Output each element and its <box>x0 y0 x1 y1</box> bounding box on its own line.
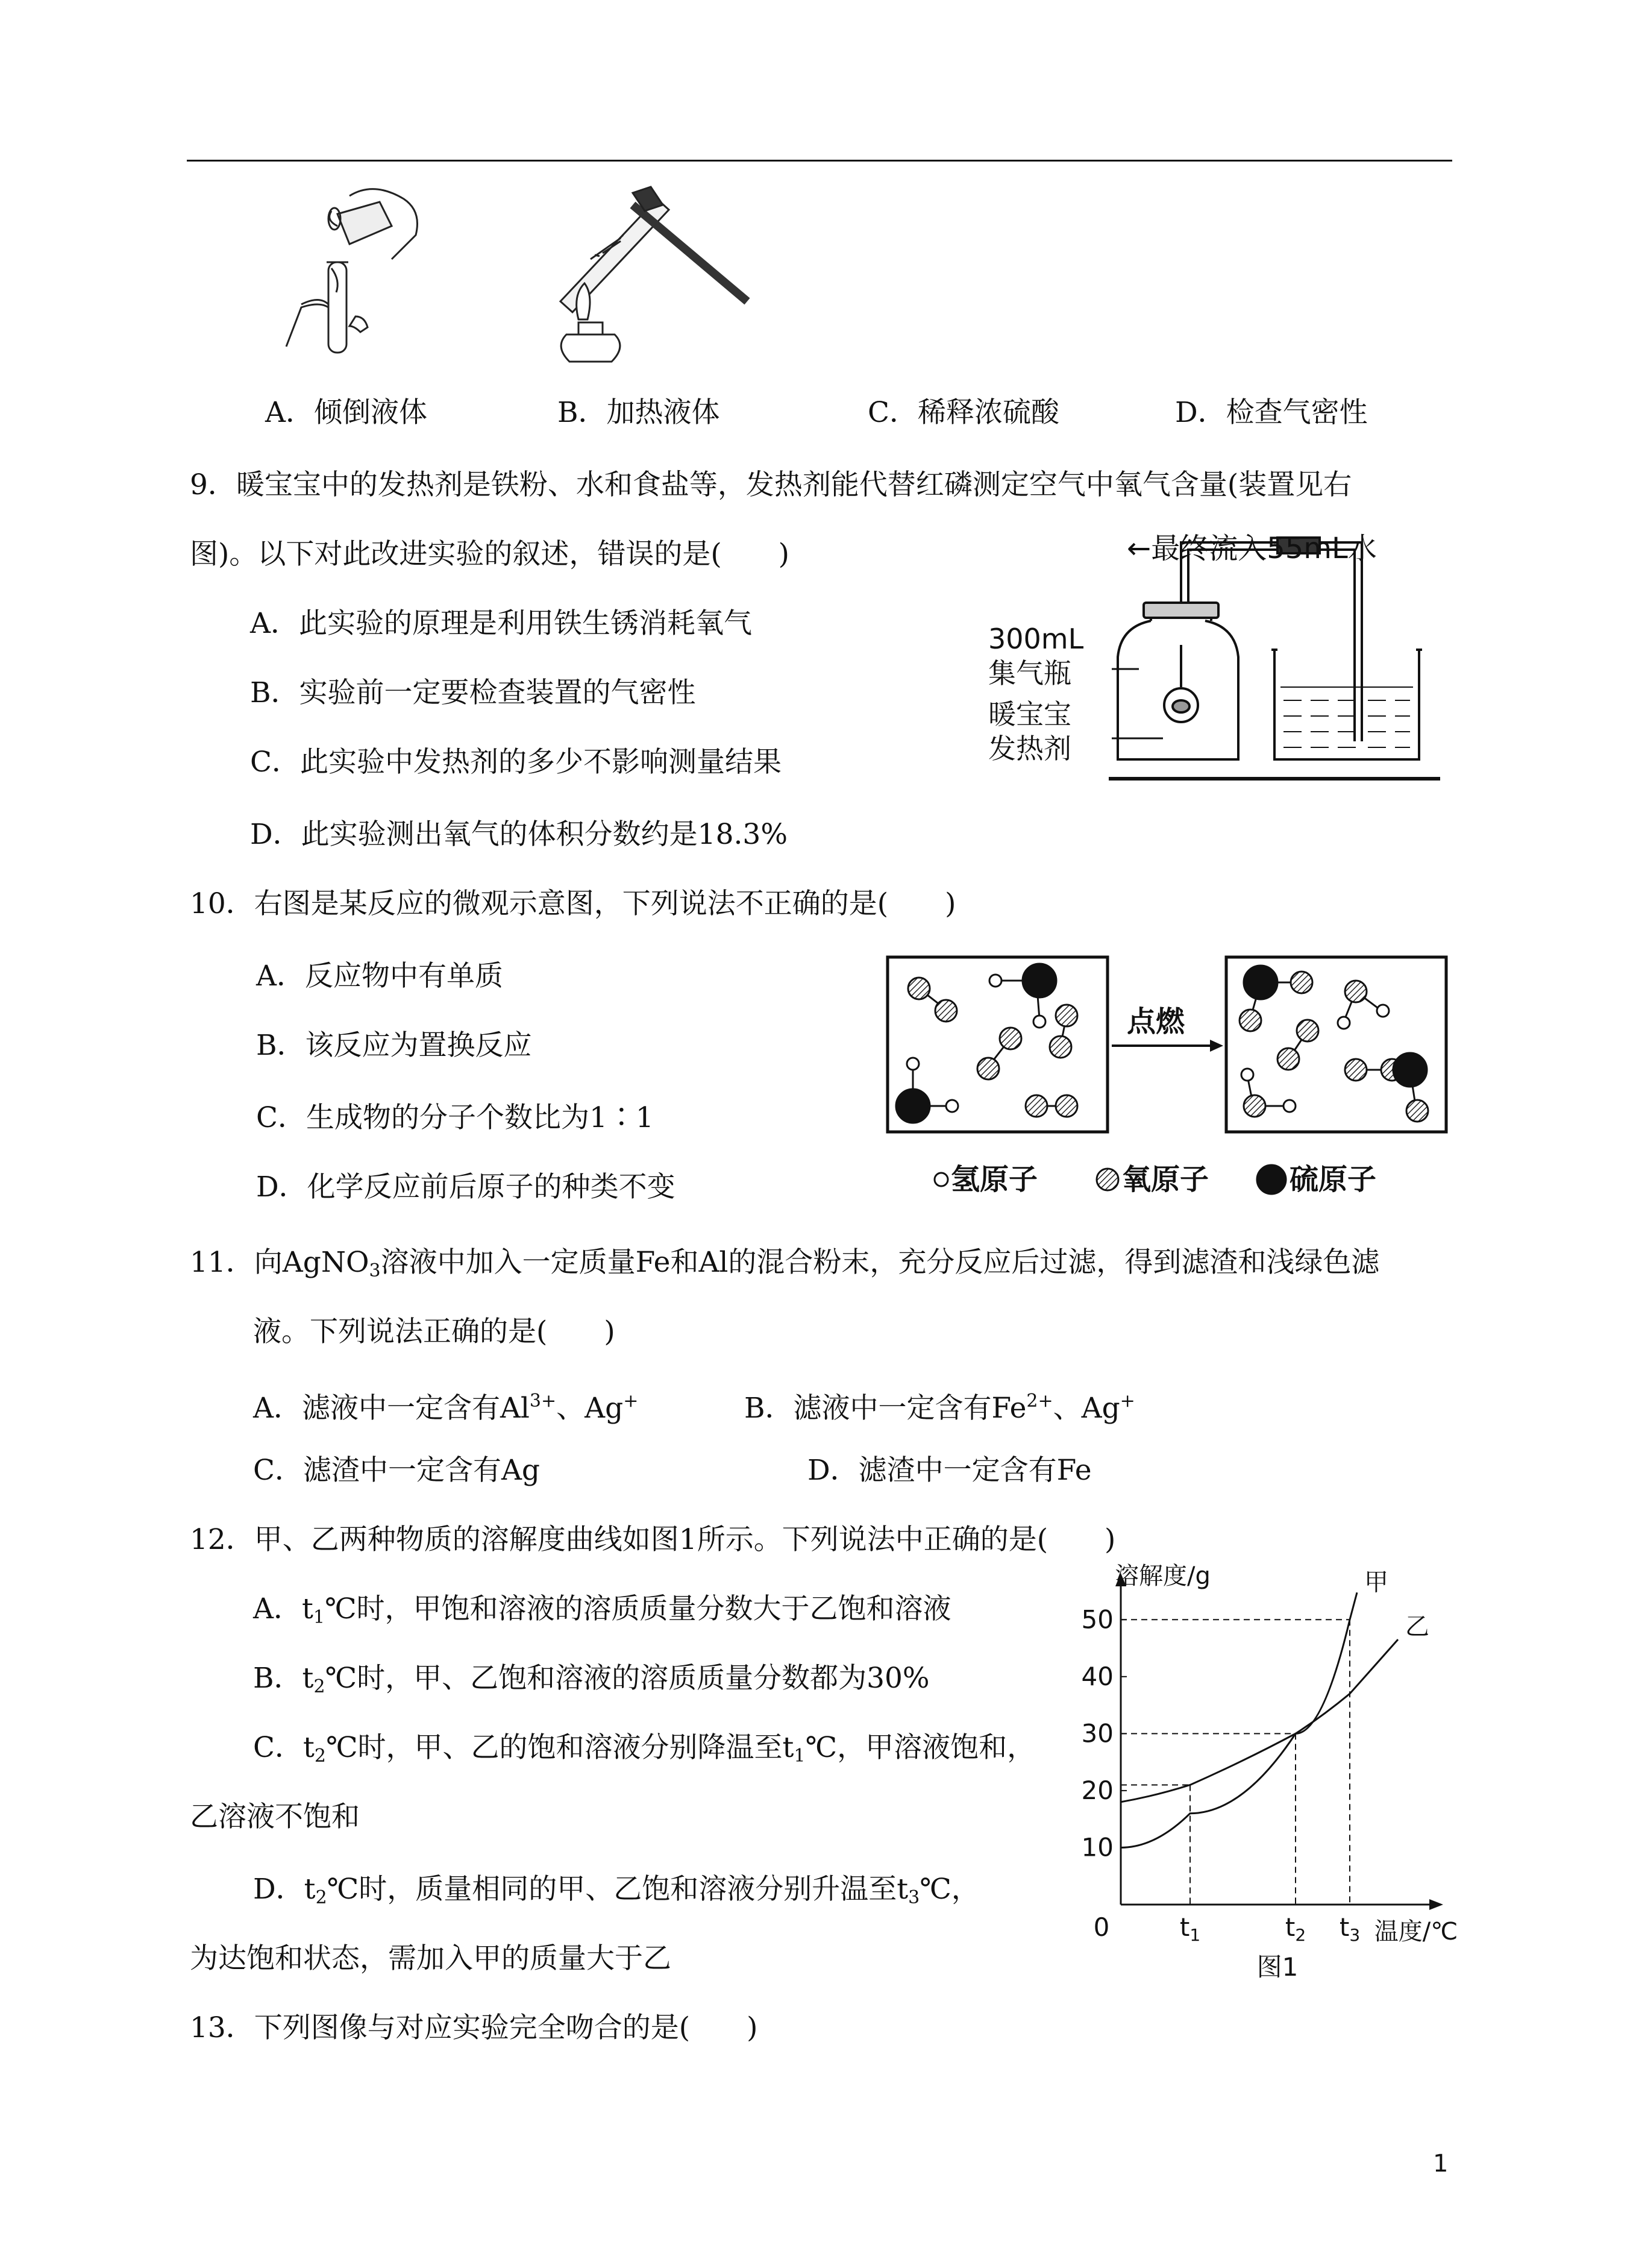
q10-option-b: B．该反应为置换反应 <box>256 1029 532 1062</box>
q9-option-c: C．此实验中发热剂的多少不影响测量结果 <box>250 746 782 779</box>
header-rule <box>187 160 1452 162</box>
q12-option-d-line2: 为达饱和状态，需加入甲的质量大于乙 <box>190 1942 671 1975</box>
y-tick-label: 50 <box>1081 1604 1114 1635</box>
q12-option-b: B．$t_2℃$时，甲、乙饱和溶液的溶质质量分数都为30% <box>253 1662 930 1697</box>
q11-option-b: B．滤液中一定含有$Fe^{2+}$、Ag+ <box>744 1390 1135 1425</box>
q10-legend-hydrogen: 氢原子 <box>951 1163 1038 1196</box>
q9-option-a: A．此实验的原理是利用铁生锈消耗氧气 <box>250 607 752 640</box>
solubility-chart <box>1073 1552 1464 2010</box>
q8-option-b: B．加热液体 <box>557 396 720 429</box>
x-tick-label: 0 <box>1093 1912 1110 1942</box>
q10-option-d: D．化学反应前后原子的种类不变 <box>256 1170 675 1204</box>
series-label: 甲 <box>1364 1568 1388 1597</box>
q9-stem-line1: 9．暖宝宝中的发热剂是铁粉、水和食盐等，发热剂能代替红磷测定空气中氧气含量(装置见右 <box>190 468 1352 501</box>
x-tick-label: t1 <box>1179 1912 1201 1945</box>
q12-option-d: D．$t_2℃$时，质量相同的甲、乙饱和溶液分别升温至$t_3℃$， <box>253 1873 980 1908</box>
q10-option-a: A．反应物中有单质 <box>256 960 503 993</box>
series-label: 乙 <box>1405 1613 1429 1641</box>
q11-stem-line1: 11．向AgNO$_3$溶液中加入一定质量Fe和Al的混合粉末，充分反应后过滤，得到滤渣和浅绿色滤 <box>190 1246 1380 1281</box>
q12-option-c: C．$t_2℃$时，甲、乙的饱和溶液分别降温至$t_1℃$，甲溶液饱和， <box>253 1731 1036 1767</box>
chart-title: 图1 <box>1256 1952 1299 1982</box>
q8-option-c: C．稀释浓硫酸 <box>868 396 1059 429</box>
series-curve-yi <box>1121 1694 1350 1802</box>
series-curve-ext <box>1350 1592 1357 1619</box>
x-tick-label: t2 <box>1285 1912 1306 1945</box>
q9-apparatus-figure <box>982 530 1464 784</box>
q9-heater-label-1: 暖宝宝 <box>988 698 1071 730</box>
pour-liquid-illustration <box>259 178 452 371</box>
q9-stem-line2: 图)。以下对此改进实验的叙述，错误的是( ) <box>190 538 790 571</box>
q12-option-a: A．$t_1℃$时，甲饱和溶液的溶质质量分数大于乙饱和溶液 <box>253 1592 951 1628</box>
q8-option-d: D．检查气密性 <box>1175 396 1368 429</box>
q9-bottle-label-1: 300mL <box>988 623 1084 655</box>
q10-stem: 10．右图是某反应的微观示意图，下列说法不正确的是( ) <box>190 887 956 920</box>
y-tick-label: 20 <box>1081 1775 1114 1805</box>
q11-stem-line2: 液。下列说法正确的是( ) <box>253 1315 615 1348</box>
q9-option-b: B．实验前一定要检查装置的气密性 <box>250 676 696 709</box>
q11-option-d: D．滤渣中一定含有Fe <box>807 1454 1092 1487</box>
q12-option-c-line2: 乙溶液不饱和 <box>190 1800 360 1833</box>
q10-legend-sulfur: 硫原子 <box>1290 1163 1377 1196</box>
series-curve-ext <box>1350 1639 1398 1694</box>
q11-option-a: A．滤液中一定含有$Al^{3+}$、Ag+ <box>253 1390 639 1425</box>
page-number: 1 <box>1433 2150 1449 2178</box>
x-tick-label: t3 <box>1339 1912 1361 1945</box>
q11-option-c: C．滤渣中一定含有Ag <box>253 1454 540 1487</box>
y-tick-label: 30 <box>1081 1718 1114 1748</box>
y-axis-label: 溶解度/g <box>1115 1562 1211 1590</box>
heat-liquid-illustration <box>542 181 771 374</box>
q10-legend-oxygen: 氧原子 <box>1122 1163 1209 1196</box>
q12-stem: 12．甲、乙两种物质的溶解度曲线如图1所示。下列说法中正确的是( ) <box>190 1523 1116 1556</box>
q13-stem: 13．下列图像与对应实验完全吻合的是( ) <box>190 2011 758 2044</box>
x-axis-arrow <box>1429 1899 1443 1910</box>
q9-option-d: D．此实验测出氧气的体积分数约是18.3% <box>250 818 788 851</box>
q9-heater-label-2: 发热剂 <box>988 732 1071 765</box>
q8-option-a: A．倾倒液体 <box>265 396 427 429</box>
q9-flow-label: ←最终流入55mL水 <box>1127 532 1377 565</box>
q9-bottle-label-2: 集气瓶 <box>988 657 1071 690</box>
y-tick-label: 10 <box>1081 1832 1114 1862</box>
q10-option-c: C．生成物的分子个数比为1∶1 <box>256 1101 654 1134</box>
y-tick-label: 40 <box>1081 1661 1114 1691</box>
q10-arrow-label: 点燃 <box>1127 1005 1185 1038</box>
q10-reaction-figure <box>886 955 1452 1208</box>
x-axis-label: 温度/℃ <box>1374 1918 1458 1946</box>
